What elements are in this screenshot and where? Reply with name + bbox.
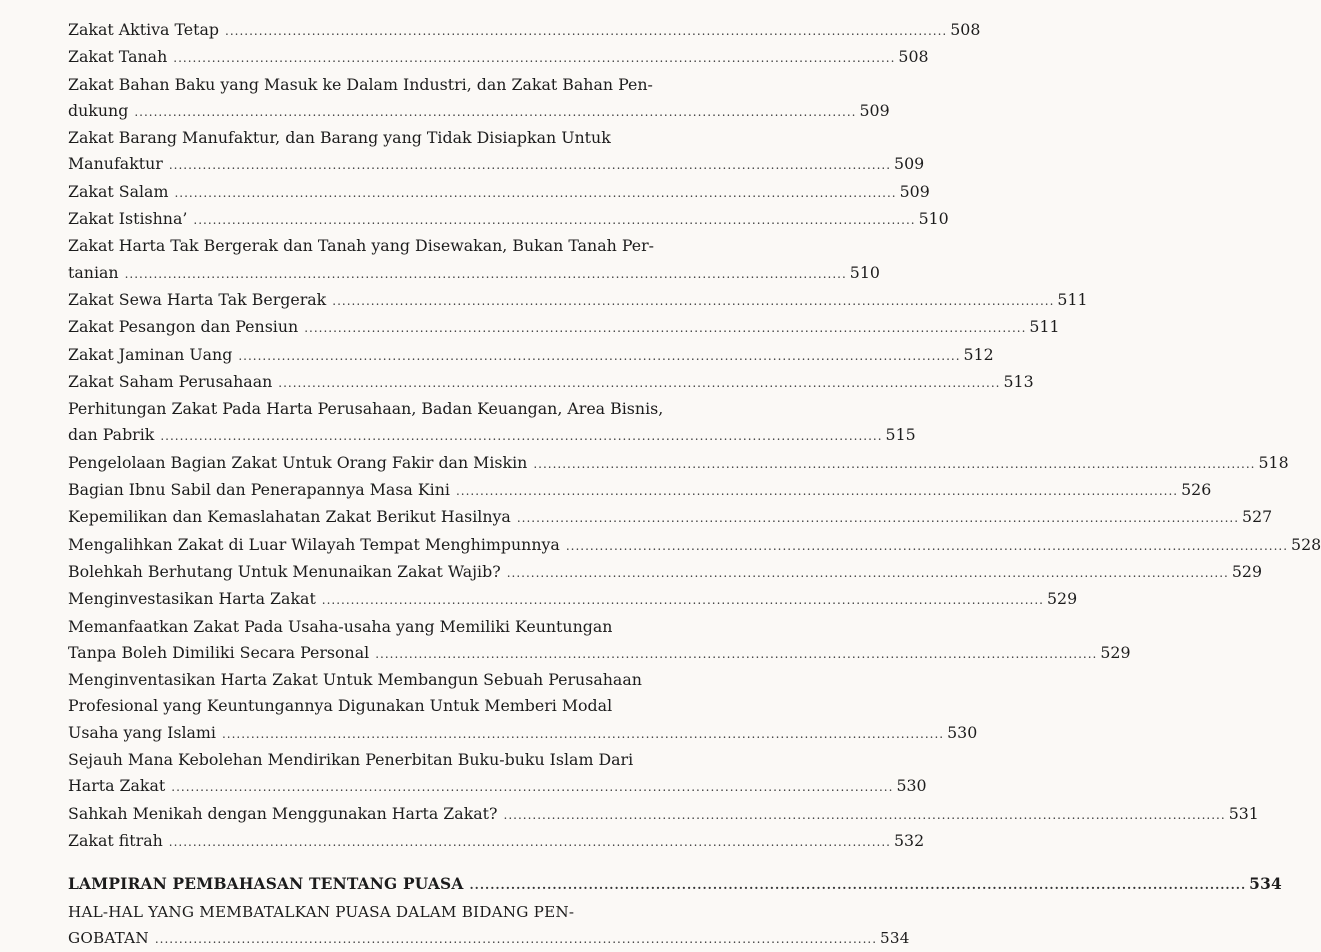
toc-entry-row [68,287,642,314]
toc-entry-title-line: Zakat Jaminan Uang [68,342,232,368]
toc-entry-title-line: Zakat Sewa Harta Tak Bergerak [68,287,326,313]
toc-entry [68,17,642,44]
toc-entry-title-line: Harta Zakat [68,773,165,799]
toc-entry-row [68,206,642,233]
toc-entry-title-line: dukung [68,98,128,124]
dot-leader: ...................................................................................................................................................... [222,721,944,747]
toc-page-number: 510 [919,206,949,232]
toc-page-number: 511 [1057,287,1087,313]
toc-entry [68,450,642,477]
toc-entry-title-line: Zakat Barang Manufaktur, dan Barang yang Tidak Disiapkan Untuk [68,125,642,151]
toc-entry [68,801,642,828]
toc-entry-title-line: Pengelolaan Bagian Zakat Untuk Orang Fakir dan Miskin [68,450,527,476]
toc-entry-row [68,801,642,828]
toc-entry [68,233,642,287]
toc-entry-title-line: Zakat Bahan Baku yang Masuk ke Dalam Industri, dan Zakat Bahan Pen- [68,72,642,98]
dot-leader: ...................................................................................................................................................... [169,829,891,855]
toc-entry-title-line: dan Pabrik [68,422,154,448]
toc-entry [68,504,642,531]
toc-entry-row [68,17,642,44]
toc-entry [68,586,642,613]
dot-leader: ...................................................................................................................................................... [504,802,1226,828]
toc-entry [68,899,642,952]
toc-entry-row [68,925,642,952]
toc-entry-row [68,586,642,613]
toc-page-number: 531 [1229,801,1259,827]
dot-leader: ...................................................................................................................................................... [456,478,1178,504]
toc-entry-title-line: Usaha yang Islami [68,720,216,746]
dot-leader: ...................................................................................................................................................... [171,774,893,800]
toc-entry [68,72,642,126]
toc-page-number: 518 [1258,450,1288,476]
toc-entry-title-line: Zakat Tanah [68,44,167,70]
toc-entry-title-line: Memanfaatkan Zakat Pada Usaha-usaha yang Memiliki Keuntungan [68,614,642,640]
toc-entry-title-line: Zakat Harta Tak Bergerak dan Tanah yang Disewakan, Bukan Tanah Per- [68,233,642,259]
toc-entry-row [68,532,642,559]
dot-leader: ...................................................................................................................................................... [507,560,1229,586]
toc-page-number: 526 [1181,477,1211,503]
toc-entry [68,477,642,504]
dot-leader: ...................................................................................................................................................... [238,343,960,369]
toc-page-number: 508 [950,17,980,43]
toc-entry [68,206,642,233]
toc-page-number: 530 [896,773,926,799]
toc-entry [68,314,642,341]
dot-leader: ...................................................................................................................................................... [469,872,1246,898]
dot-leader: ...................................................................................................................................................... [533,451,1255,477]
toc-page-number: 532 [894,828,924,854]
toc-entry [68,287,642,314]
toc-entry-title-line: HAL-HAL YANG MEMBATALKAN PUASA DALAM BIDANG PEN- [68,899,642,925]
toc-entry-title-line: Tanpa Boleh Dimiliki Secara Personal [68,640,369,666]
toc-page-number: 528 [1291,532,1321,558]
toc-entry-title-line: tanian [68,260,119,286]
toc-entry-title-line: Perhitungan Zakat Pada Harta Perusahaan, Badan Keuangan, Area Bisnis, [68,396,642,422]
toc-entry [68,179,642,206]
toc-entry-title-line: GOBATAN [68,925,149,951]
toc-entry-title-line: Zakat Salam [68,179,168,205]
toc-entry-title-line: Profesional yang Keuntungannya Digunakan Untuk Memberi Modal [68,693,642,719]
dot-leader: ...................................................................................................................................................... [173,45,895,71]
toc-page-number: 508 [898,44,928,70]
dot-leader: ...................................................................................................................................................... [375,641,1097,667]
dot-leader: ...................................................................................................................................................... [134,99,856,125]
toc-entry-row [68,828,642,855]
toc-page-number: 512 [964,342,994,368]
toc-entry [68,667,642,747]
toc-entry-title-line: Menginvestasikan Harta Zakat [68,586,316,612]
toc-page-number: 510 [850,260,880,286]
toc-entry-row [68,450,642,477]
dot-leader: ...................................................................................................................................................... [566,533,1288,559]
table-of-contents [68,17,642,952]
toc-entry-row [68,871,642,898]
toc-entry-title-line: Sejauh Mana Kebolehan Mendirikan Penerbitan Buku-buku Islam Dari [68,747,642,773]
dot-leader: ...................................................................................................................................................... [155,926,877,952]
toc-entry-row [68,98,642,125]
toc-entry-title-line: Kepemilikan dan Kemaslahatan Zakat Berikut Hasilnya [68,504,511,530]
dot-leader: ...................................................................................................................................................... [169,152,891,178]
toc-entry [68,614,642,668]
toc-entry-row [68,342,642,369]
toc-entry [68,747,642,801]
toc-entry [68,828,642,855]
toc-entry [68,125,642,179]
toc-page-number: 509 [860,98,890,124]
toc-page-number: 534 [1249,871,1282,897]
toc-entry [68,559,642,586]
toc-entry [68,44,642,71]
toc-entry-row [68,720,642,747]
toc-entry-title-line: Bagian Ibnu Sabil dan Penerapannya Masa Kini [68,477,450,503]
toc-entry-title-line: Zakat Pesangon dan Pensiun [68,314,298,340]
toc-page-number: 511 [1029,314,1059,340]
dot-leader: ...................................................................................................................................................... [304,315,1026,341]
toc-entry-row [68,369,642,396]
toc-entry-row [68,422,642,449]
toc-page-number: 513 [1003,369,1033,395]
dot-leader: ...................................................................................................................................................... [193,207,915,233]
toc-entry-row [68,151,642,178]
dot-leader: ...................................................................................................................................................... [322,587,1044,613]
dot-leader: ...................................................................................................................................................... [517,505,1239,531]
toc-page-number: 527 [1242,504,1272,530]
toc-entry-title-line: Zakat Istishna’ [68,206,187,232]
toc-page-number: 529 [1232,559,1262,585]
toc-entry-title-line: Bolehkah Berhutang Untuk Menunaikan Zakat Wajib? [68,559,501,585]
toc-entry-row [68,640,642,667]
toc-entry-row [68,477,642,504]
toc-entry [68,532,642,559]
toc-entry-title-line: Sahkah Menikah dengan Menggunakan Harta Zakat? [68,801,498,827]
dot-leader: ...................................................................................................................................................... [160,423,882,449]
toc-entry-title-line: Zakat Saham Perusahaan [68,369,272,395]
toc-entry-title-line: Mengalihkan Zakat di Luar Wilayah Tempat Menghimpunnya [68,532,560,558]
toc-entry-title-line: Zakat fitrah [68,828,163,854]
dot-leader: ...................................................................................................................................................... [332,288,1054,314]
toc-entry [68,396,642,450]
toc-page-number: 529 [1047,586,1077,612]
dot-leader: ...................................................................................................................................................... [225,18,947,44]
toc-entry-title-line: Zakat Aktiva Tetap [68,17,219,43]
toc-page-number: 529 [1100,640,1130,666]
toc-entry-row [68,260,642,287]
toc-entry-title-line: LAMPIRAN PEMBAHASAN TENTANG PUASA [68,871,463,897]
toc-entry-row [68,314,642,341]
toc-page-number: 530 [947,720,977,746]
toc-entry-title-line: Menginventasikan Harta Zakat Untuk Membangun Sebuah Perusahaan [68,667,642,693]
toc-entry-row [68,179,642,206]
dot-leader: ...................................................................................................................................................... [125,261,847,287]
dot-leader: ...................................................................................................................................................... [174,180,896,206]
toc-entry-row [68,44,642,71]
toc-entry [68,871,642,898]
toc-entry [68,342,642,369]
toc-entry-row [68,773,642,800]
toc-entry-row [68,504,642,531]
toc-entry-title-line: Manufaktur [68,151,163,177]
toc-entry [68,369,642,396]
toc-entry-row [68,559,642,586]
toc-page-number: 534 [880,925,910,951]
toc-page-number: 515 [886,422,916,448]
toc-page-number: 509 [900,179,930,205]
dot-leader: ...................................................................................................................................................... [278,370,1000,396]
toc-page-number: 509 [894,151,924,177]
